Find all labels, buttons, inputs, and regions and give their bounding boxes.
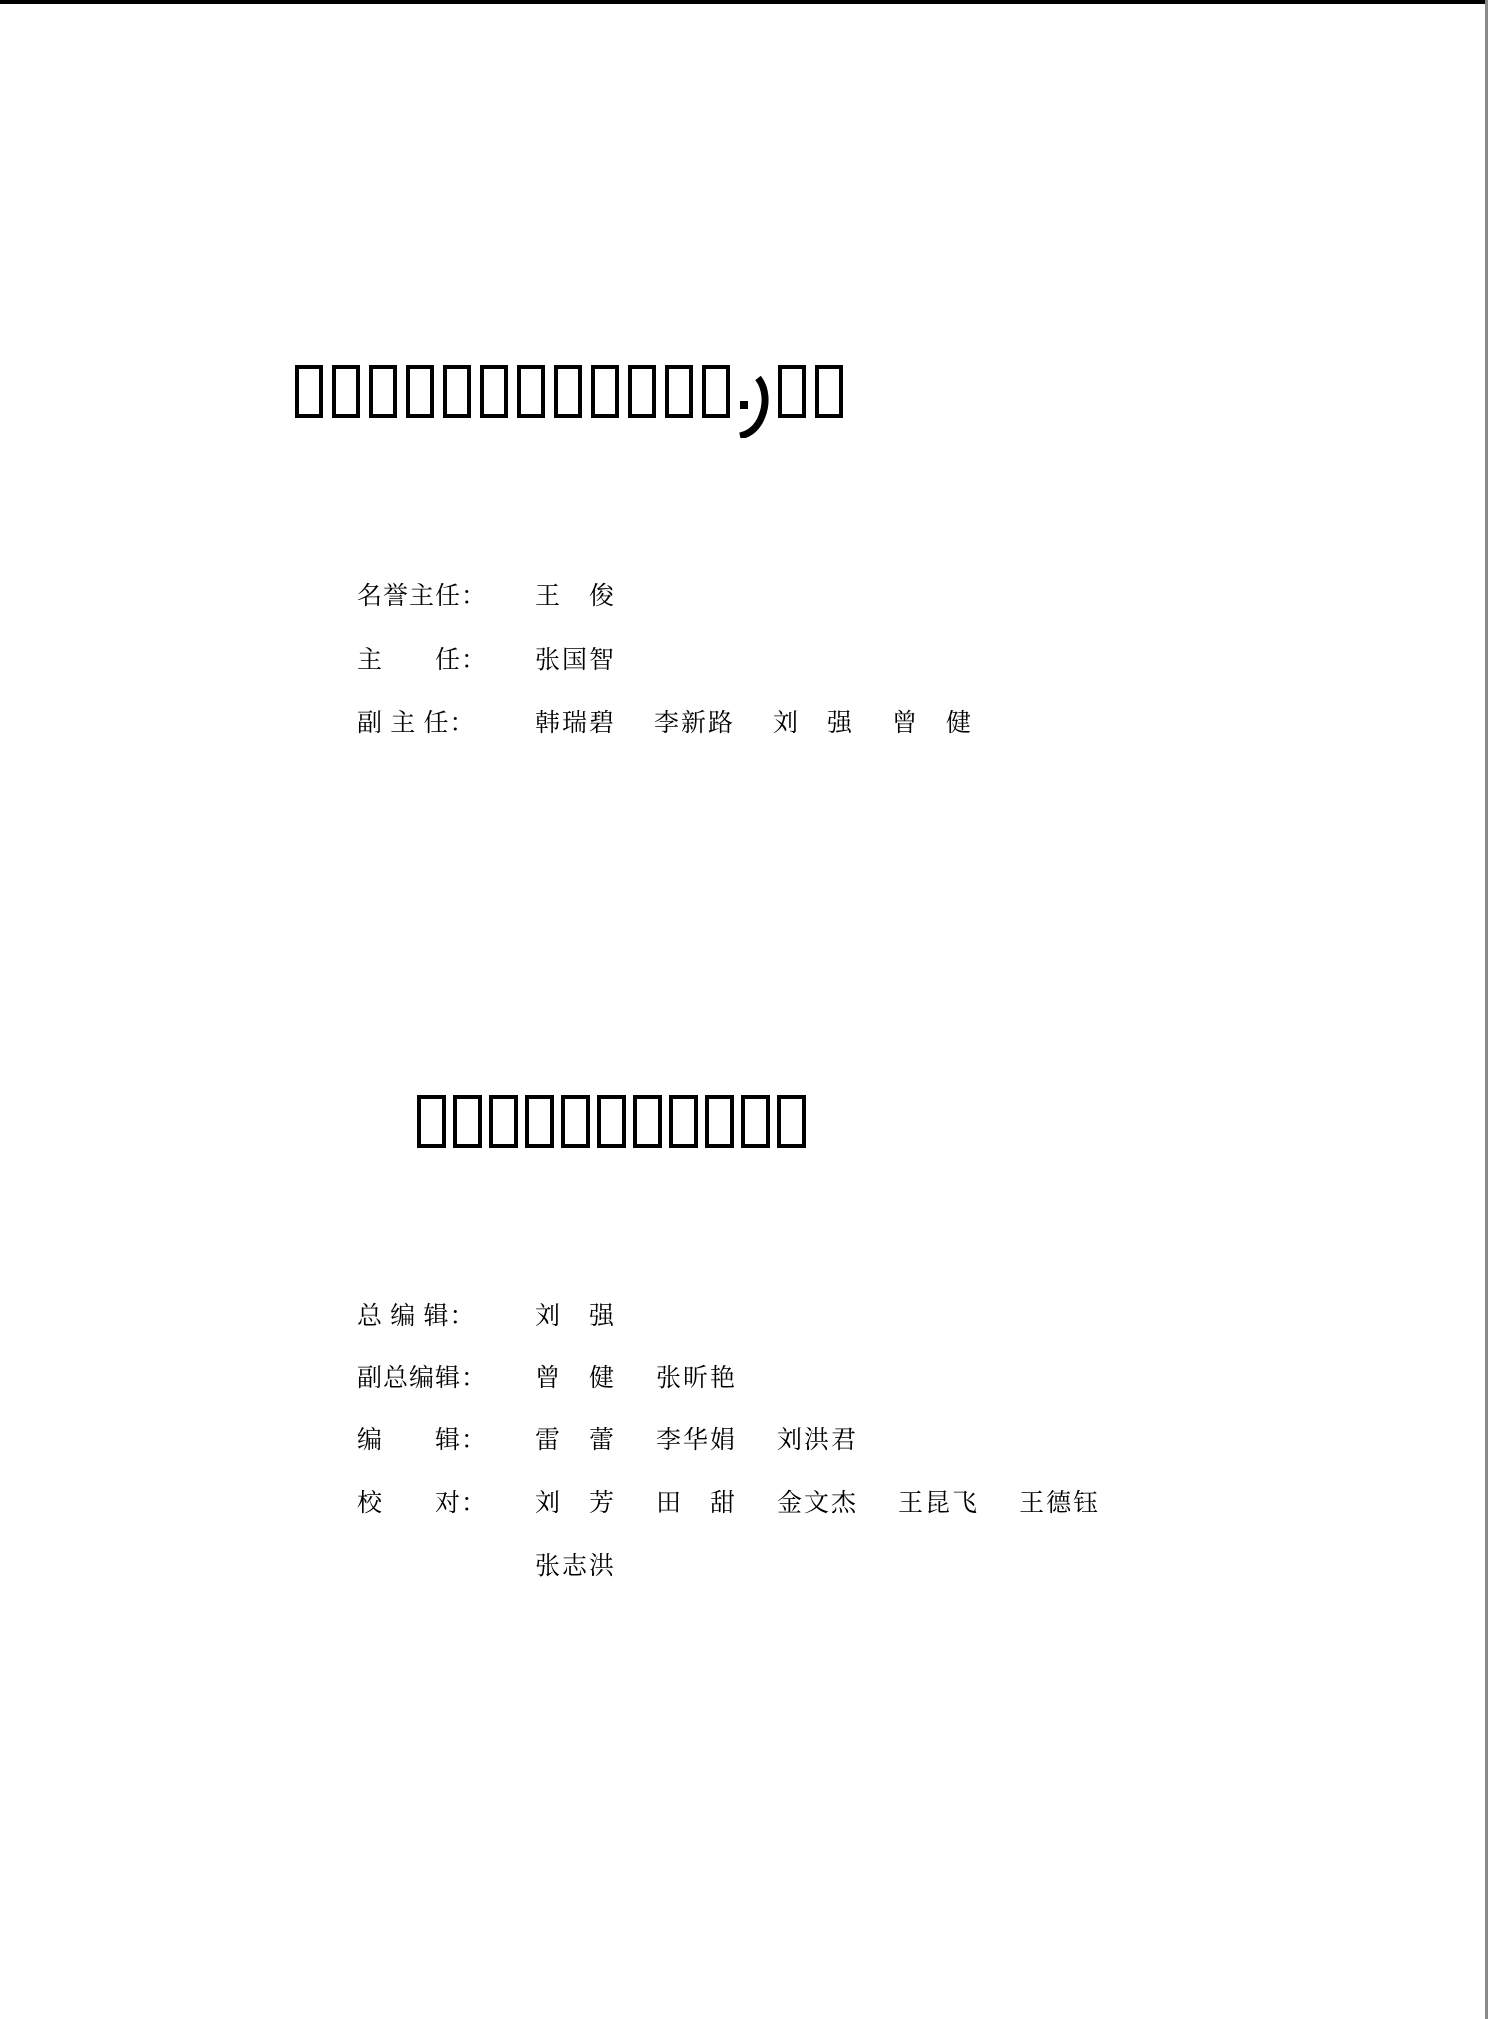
member-row [357, 1301, 656, 1332]
missing-glyph-box [561, 1095, 590, 1148]
person-name: 刘洪君 [777, 1427, 859, 1454]
missing-glyph-box [741, 1095, 770, 1148]
missing-glyph-box [406, 365, 434, 418]
person-name: 曾 健 [892, 710, 974, 737]
missing-glyph-box [705, 1095, 734, 1148]
role-label: 校 对： [357, 1490, 488, 1517]
person-name: 张昕艳 [656, 1365, 738, 1392]
role-label: 编 辑： [357, 1427, 488, 1454]
person-name: 李华娟 [656, 1427, 738, 1454]
role-label: 总 编 辑： [357, 1303, 476, 1330]
member-row [357, 645, 654, 676]
missing-glyph-box [777, 1095, 806, 1148]
person-name: 韩瑞碧 [535, 710, 617, 737]
editorial-title-missing-glyphs [417, 1095, 806, 1148]
missing-glyph-box [669, 1095, 698, 1148]
role-label: 主 任： [357, 647, 488, 674]
person-name: 金文杰 [777, 1490, 859, 1517]
person-name: 王 俊 [535, 583, 617, 610]
page-top-scan-edge [0, 0, 1488, 4]
person-name: 田 甜 [656, 1490, 738, 1517]
member-row [357, 581, 654, 612]
missing-glyph-box [815, 365, 843, 418]
person-name: 王德钰 [1019, 1490, 1101, 1517]
missing-glyph-box [628, 365, 656, 418]
member-row [357, 1363, 777, 1394]
missing-glyph-box [443, 365, 471, 418]
person-name: 李新路 [654, 710, 736, 737]
member-row [357, 1425, 898, 1456]
role-label: 副总编辑： [357, 1365, 488, 1392]
missing-glyph-box [702, 365, 730, 418]
missing-glyph-box [554, 365, 582, 418]
missing-glyph-box [295, 365, 323, 418]
missing-glyph-box [665, 365, 693, 418]
missing-glyph-box [517, 365, 545, 418]
person-name: 刘 强 [535, 1303, 617, 1330]
person-name: 刘 强 [773, 710, 855, 737]
missing-glyph-box [778, 365, 806, 418]
missing-glyph-box [525, 1095, 554, 1148]
person-name: 曾 健 [535, 1365, 617, 1392]
missing-glyph-box [369, 365, 397, 418]
person-name: 张国智 [535, 647, 617, 674]
missing-glyph-box [633, 1095, 662, 1148]
person-name: 刘 芳 [535, 1490, 617, 1517]
member-row [357, 708, 1011, 739]
committee-title-missing-glyphs [295, 365, 843, 443]
member-row [357, 1488, 1140, 1519]
missing-glyph-box [453, 1095, 482, 1148]
person-name: 张志洪 [535, 1553, 617, 1580]
missing-glyph-box [597, 1095, 626, 1148]
comma-hook-glyph-icon [739, 376, 769, 443]
person-name: 雷 蕾 [535, 1427, 617, 1454]
missing-glyph-box [489, 1095, 518, 1148]
role-label: 副 主 任： [357, 710, 476, 737]
person-name: 王昆飞 [898, 1490, 980, 1517]
role-label: 名誉主任： [357, 583, 488, 610]
missing-glyph-box [591, 365, 619, 418]
missing-glyph-box [332, 365, 360, 418]
member-row-continuation [357, 1551, 656, 1582]
missing-glyph-box [480, 365, 508, 418]
missing-glyph-box [417, 1095, 446, 1148]
